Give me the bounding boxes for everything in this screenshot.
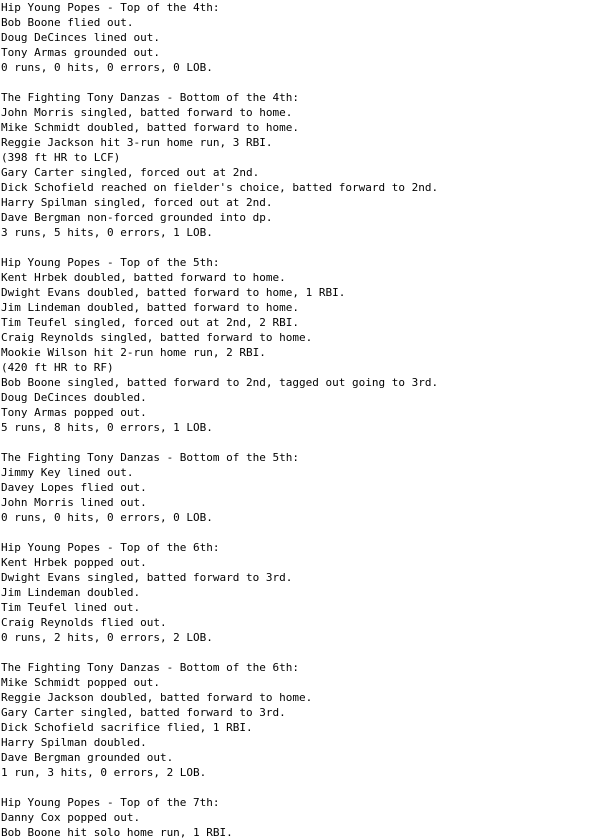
log-line: Bob Boone singled, batted forward to 2nd, tagged out going to 3rd. xyxy=(1,376,439,389)
log-line: The Fighting Tony Danzas - Bottom of the 4th: xyxy=(1,91,300,104)
log-line: 1 run, 3 hits, 0 errors, 2 LOB. xyxy=(1,766,207,779)
log-line: Hip Young Popes - Top of the 4th: xyxy=(1,1,220,14)
log-line: Gary Carter singled, forced out at 2nd. xyxy=(1,166,260,179)
log-line: Dwight Evans singled, batted forward to 3rd. xyxy=(1,571,293,584)
log-line: (420 ft HR to RF) xyxy=(1,361,114,374)
log-line: Bob Boone flied out. xyxy=(1,16,134,29)
log-line: Hip Young Popes - Top of the 7th: xyxy=(1,796,220,809)
log-line: Reggie Jackson hit 3-run home run, 3 RBI. xyxy=(1,136,273,149)
log-line: 0 runs, 0 hits, 0 errors, 0 LOB. xyxy=(1,511,213,524)
log-line: Jimmy Key lined out. xyxy=(1,466,134,479)
log-line: Hip Young Popes - Top of the 5th: xyxy=(1,256,220,269)
log-line: Jim Lindeman doubled. xyxy=(1,586,141,599)
blank-line xyxy=(0,780,610,795)
log-line: John Morris singled, batted forward to home. xyxy=(1,106,293,119)
log-line: The Fighting Tony Danzas - Bottom of the 6th: xyxy=(1,661,300,674)
blank-line xyxy=(0,525,610,540)
log-line: Dave Bergman non-forced grounded into dp. xyxy=(1,211,273,224)
log-line: John Morris lined out. xyxy=(1,496,147,509)
log-line: Dick Schofield reached on fielder's choice, batted forward to 2nd. xyxy=(1,181,439,194)
log-line: 3 runs, 5 hits, 0 errors, 1 LOB. xyxy=(1,226,213,239)
log-line: Bob Boone hit solo home run, 1 RBI. xyxy=(1,826,233,839)
log-line: Harry Spilman singled, forced out at 2nd. xyxy=(1,196,273,209)
log-line: Tony Armas grounded out. xyxy=(1,46,160,59)
log-line: (398 ft HR to LCF) xyxy=(1,151,121,164)
log-line: Mike Schmidt popped out. xyxy=(1,676,160,689)
log-line: Kent Hrbek popped out. xyxy=(1,556,147,569)
log-line: Reggie Jackson doubled, batted forward to home. xyxy=(1,691,313,704)
log-line: Harry Spilman doubled. xyxy=(1,736,147,749)
blank-line xyxy=(0,240,610,255)
log-line: Kent Hrbek doubled, batted forward to home. xyxy=(1,271,286,284)
log-line: Mookie Wilson hit 2-run home run, 2 RBI. xyxy=(1,346,266,359)
log-line: Danny Cox popped out. xyxy=(1,811,141,824)
log-line: Craig Reynolds flied out. xyxy=(1,616,167,629)
log-line: 0 runs, 0 hits, 0 errors, 0 LOB. xyxy=(1,61,213,74)
blank-line xyxy=(0,645,610,660)
log-line: 5 runs, 8 hits, 0 errors, 1 LOB. xyxy=(1,421,213,434)
log-line: Dave Bergman grounded out. xyxy=(1,751,174,764)
log-line: Tim Teufel singled, forced out at 2nd, 2 RBI. xyxy=(1,316,300,329)
log-line: Craig Reynolds singled, batted forward to home. xyxy=(1,331,313,344)
log-line: Hip Young Popes - Top of the 6th: xyxy=(1,541,220,554)
log-line: Doug DeCinces doubled. xyxy=(1,391,147,404)
log-line: Dick Schofield sacrifice flied, 1 RBI. xyxy=(1,721,253,734)
log-line: Jim Lindeman doubled, batted forward to home. xyxy=(1,301,300,314)
log-line: Dwight Evans doubled, batted forward to home, 1 RBI. xyxy=(1,286,346,299)
log-line: Mike Schmidt doubled, batted forward to home. xyxy=(1,121,300,134)
blank-line xyxy=(0,435,610,450)
log-line: Tim Teufel lined out. xyxy=(1,601,141,614)
log-line: Tony Armas popped out. xyxy=(1,406,147,419)
log-line: Davey Lopes flied out. xyxy=(1,481,147,494)
log-line: 0 runs, 2 hits, 0 errors, 2 LOB. xyxy=(1,631,213,644)
log-line: The Fighting Tony Danzas - Bottom of the 5th: xyxy=(1,451,300,464)
log-line: Doug DeCinces lined out. xyxy=(1,31,160,44)
log-line: Gary Carter singled, batted forward to 3rd. xyxy=(1,706,286,719)
blank-line xyxy=(0,75,610,90)
